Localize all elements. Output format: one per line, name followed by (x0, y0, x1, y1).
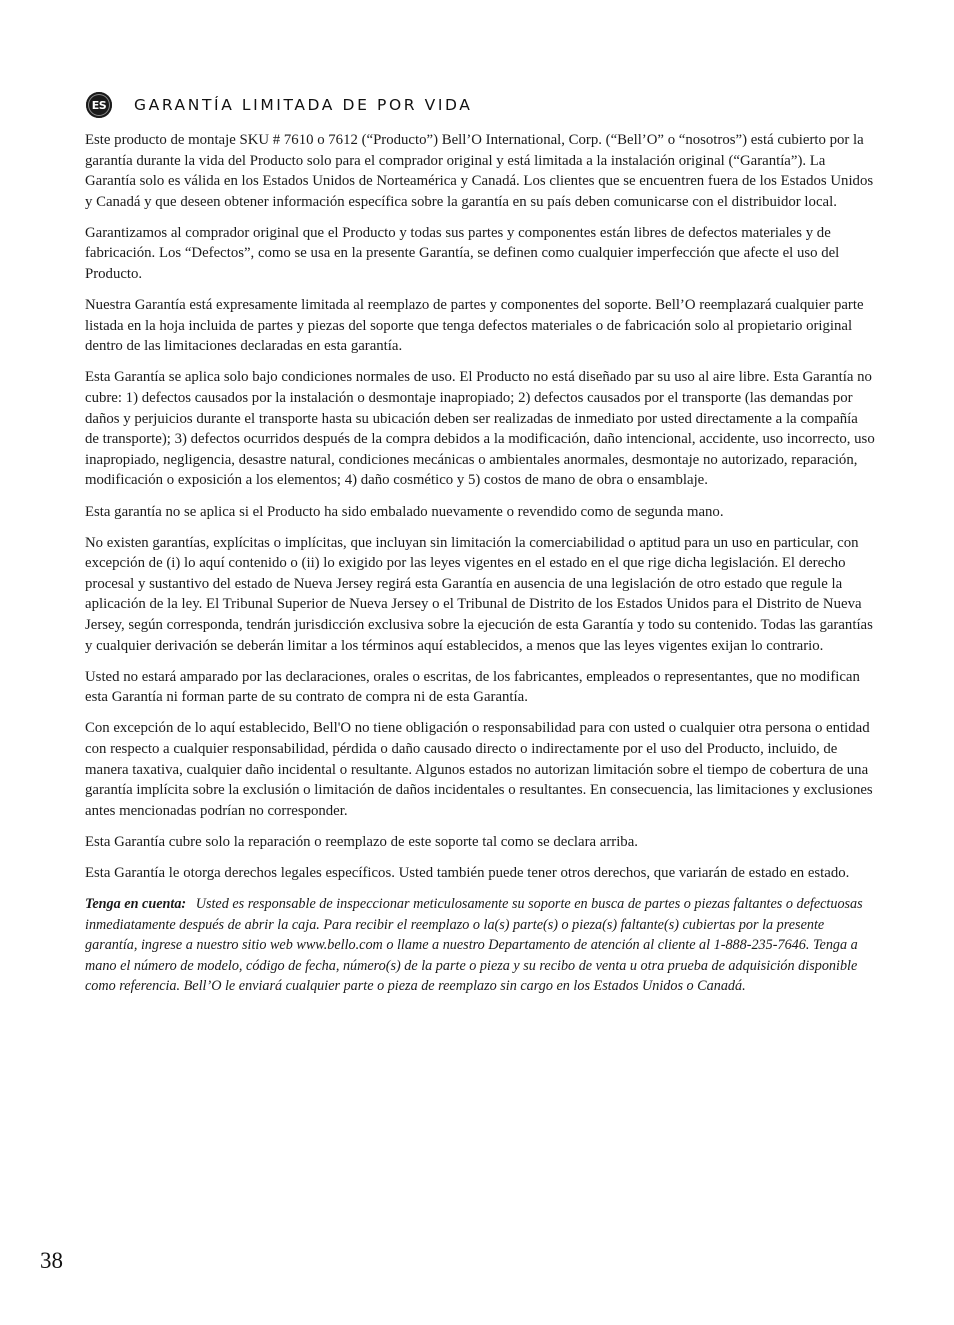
paragraph: Usted no estará amparado por las declaraciones, orales o escritas, de los fabricantes, empleados o representantes, que no modifican esta Garantía ni forman parte de su contrato de compra ni de esta Garantía. (85, 668, 860, 706)
section-header (86, 92, 472, 118)
warranty-body (85, 130, 875, 1007)
note-text: Usted es responsable de inspeccionar meticulosamente su soporte en busca de partes o piezas faltantes o defectuosas inmediatamente después de abrir la caja. Para recibir el reemplazo o la(s) parte(s) o pieza(s) faltante(s) cubiertas por la presente garantía, ingrese a nuestro sitio web www.bello.com o llame a nuestro Departamento de atención al cliente al 1-888-235-7646. Tenga a mano el número de modelo, código de fecha, número(s) de la parte o pieza y su recibo de venta u otra prueba de adquisición disponible como referencia. Bell’O le enviará cualquier parte o pieza de reemplazo sin cargo en los Estados Unidos o Canadá. (85, 896, 863, 995)
note-lead: Tenga en cuenta: (85, 896, 187, 912)
paragraph: Garantizamos al comprador original que el Producto y todas sus partes y componentes están libres de defectos materiales y de fabricación. Los “Defectos”, como se usa en la presente Garantía, se definen como cualquier imperfección que afecte el uso del Producto. (85, 224, 840, 283)
paragraph: No existen garantías, explícitas o implícitas, que incluyan sin limitación la comerciabilidad o aptitud para un uso en particular, con excepción de (i) lo aquí contenido o (ii) lo exigido por las leyes vigentes en el estado en el que rige dicha legislación. El derecho procesal y sustantivo del estado de Nueva Jersey regirá esta Garantía en ausencia de una legislación de otro estado que regule la aplicación de la ley. El Tribunal Superior de Nueva Jersey o el Tribunal de Distrito de los Estados Unidos para el Distrito de Nueva Jersey, según corresponda, tendrán jurisdicción exclusiva sobre la ejecución de esta Garantía y todo su contenido. Todas las garantías y cualquier derivación se deberán limitar a los términos aquí establecidos, a menos que las leyes vigentes exijan lo contrario. (85, 534, 873, 654)
paragraph: Con excepción de lo aquí establecido, Bell'O no tiene obligación o responsabilidad para con usted o cualquier otra persona o entidad con respecto a cualquier responsabilidad, pérdida o daño causado directo o indirectamente por el uso del Producto, incluido, de manera taxativa, cualquier daño incidental o resultante. Algunos estados no autorizan limitación sobre el tiempo de cobertura de una garantía implícita sobre la exclusión o limitación de daños incidentales o resultantes. En consecuencia, las limitaciones y exclusiones antes mencionadas podrían no corresponder. (85, 720, 873, 819)
paragraph: Esta garantía no se aplica si el Producto ha sido embalado nuevamente o revendido como de segunda mano. (85, 503, 724, 520)
page-title: GARANTÍA LIMITADA DE POR VIDA (134, 96, 473, 114)
note-paragraph (85, 894, 875, 997)
page-number: 38 (40, 1248, 63, 1273)
paragraph: Este producto de montaje SKU # 7610 o 7612 (“Producto”) Bell’O International, Corp. (“Bell’O” o “nosotros”) está cubierto por la garantía durante la vida del Producto solo para el comprador original y está limitada a la instalación original (“Garantía”). La Garantía solo es válida en los Estados Unidos de Norteamérica y Canadá. Los clientes que se encuentren fuera de los Estados Unidos y Canadá y que deseen obtener información específica sobre la garantía en su país deben comunicarse con el distribuidor local. (85, 132, 874, 210)
language-badge-icon: ES (86, 92, 112, 118)
paragraph: Esta Garantía cubre solo la reparación o reemplazo de este soporte tal como se declara arriba. (85, 833, 638, 850)
paragraph: Esta Garantía se aplica solo bajo condiciones normales de uso. El Producto no está diseñado par su uso al aire libre. Esta Garantía no cubre: 1) defectos causados por la instalación o desmontaje inapropiado; 2) defectos causados por el transporte (las demandas por daños y perjuicios durante el transporte hasta su ubicación deben ser realizadas de inmediato por usted directamente a la compañía de transporte); 3) defectos ocurridos después de la compra debidos a la modificación, daño intencional, accidente, uso incorrecto, uso inapropiado, negligencia, desastre natural, condiciones mecánicas o ambientales anormales, desmontaje no autorizado, reparación, modificación o exposición a los elementos; 4) daño cosmético y 5) costos de mano de obra o ensamblaje. (85, 369, 875, 489)
paragraph: Esta Garantía le otorga derechos legales específicos. Usted también puede tener otros derechos, que variarán de estado en estado. (85, 864, 850, 881)
paragraph: Nuestra Garantía está expresamente limitada al reemplazo de partes y componentes del soporte. Bell’O reemplazará cualquier parte listada en la hoja incluida de partes y piezas del soporte que tenga defectos materiales o de fabricación solo al propietario original dentro de las limitaciones declaradas en esta garantía. (85, 297, 864, 355)
